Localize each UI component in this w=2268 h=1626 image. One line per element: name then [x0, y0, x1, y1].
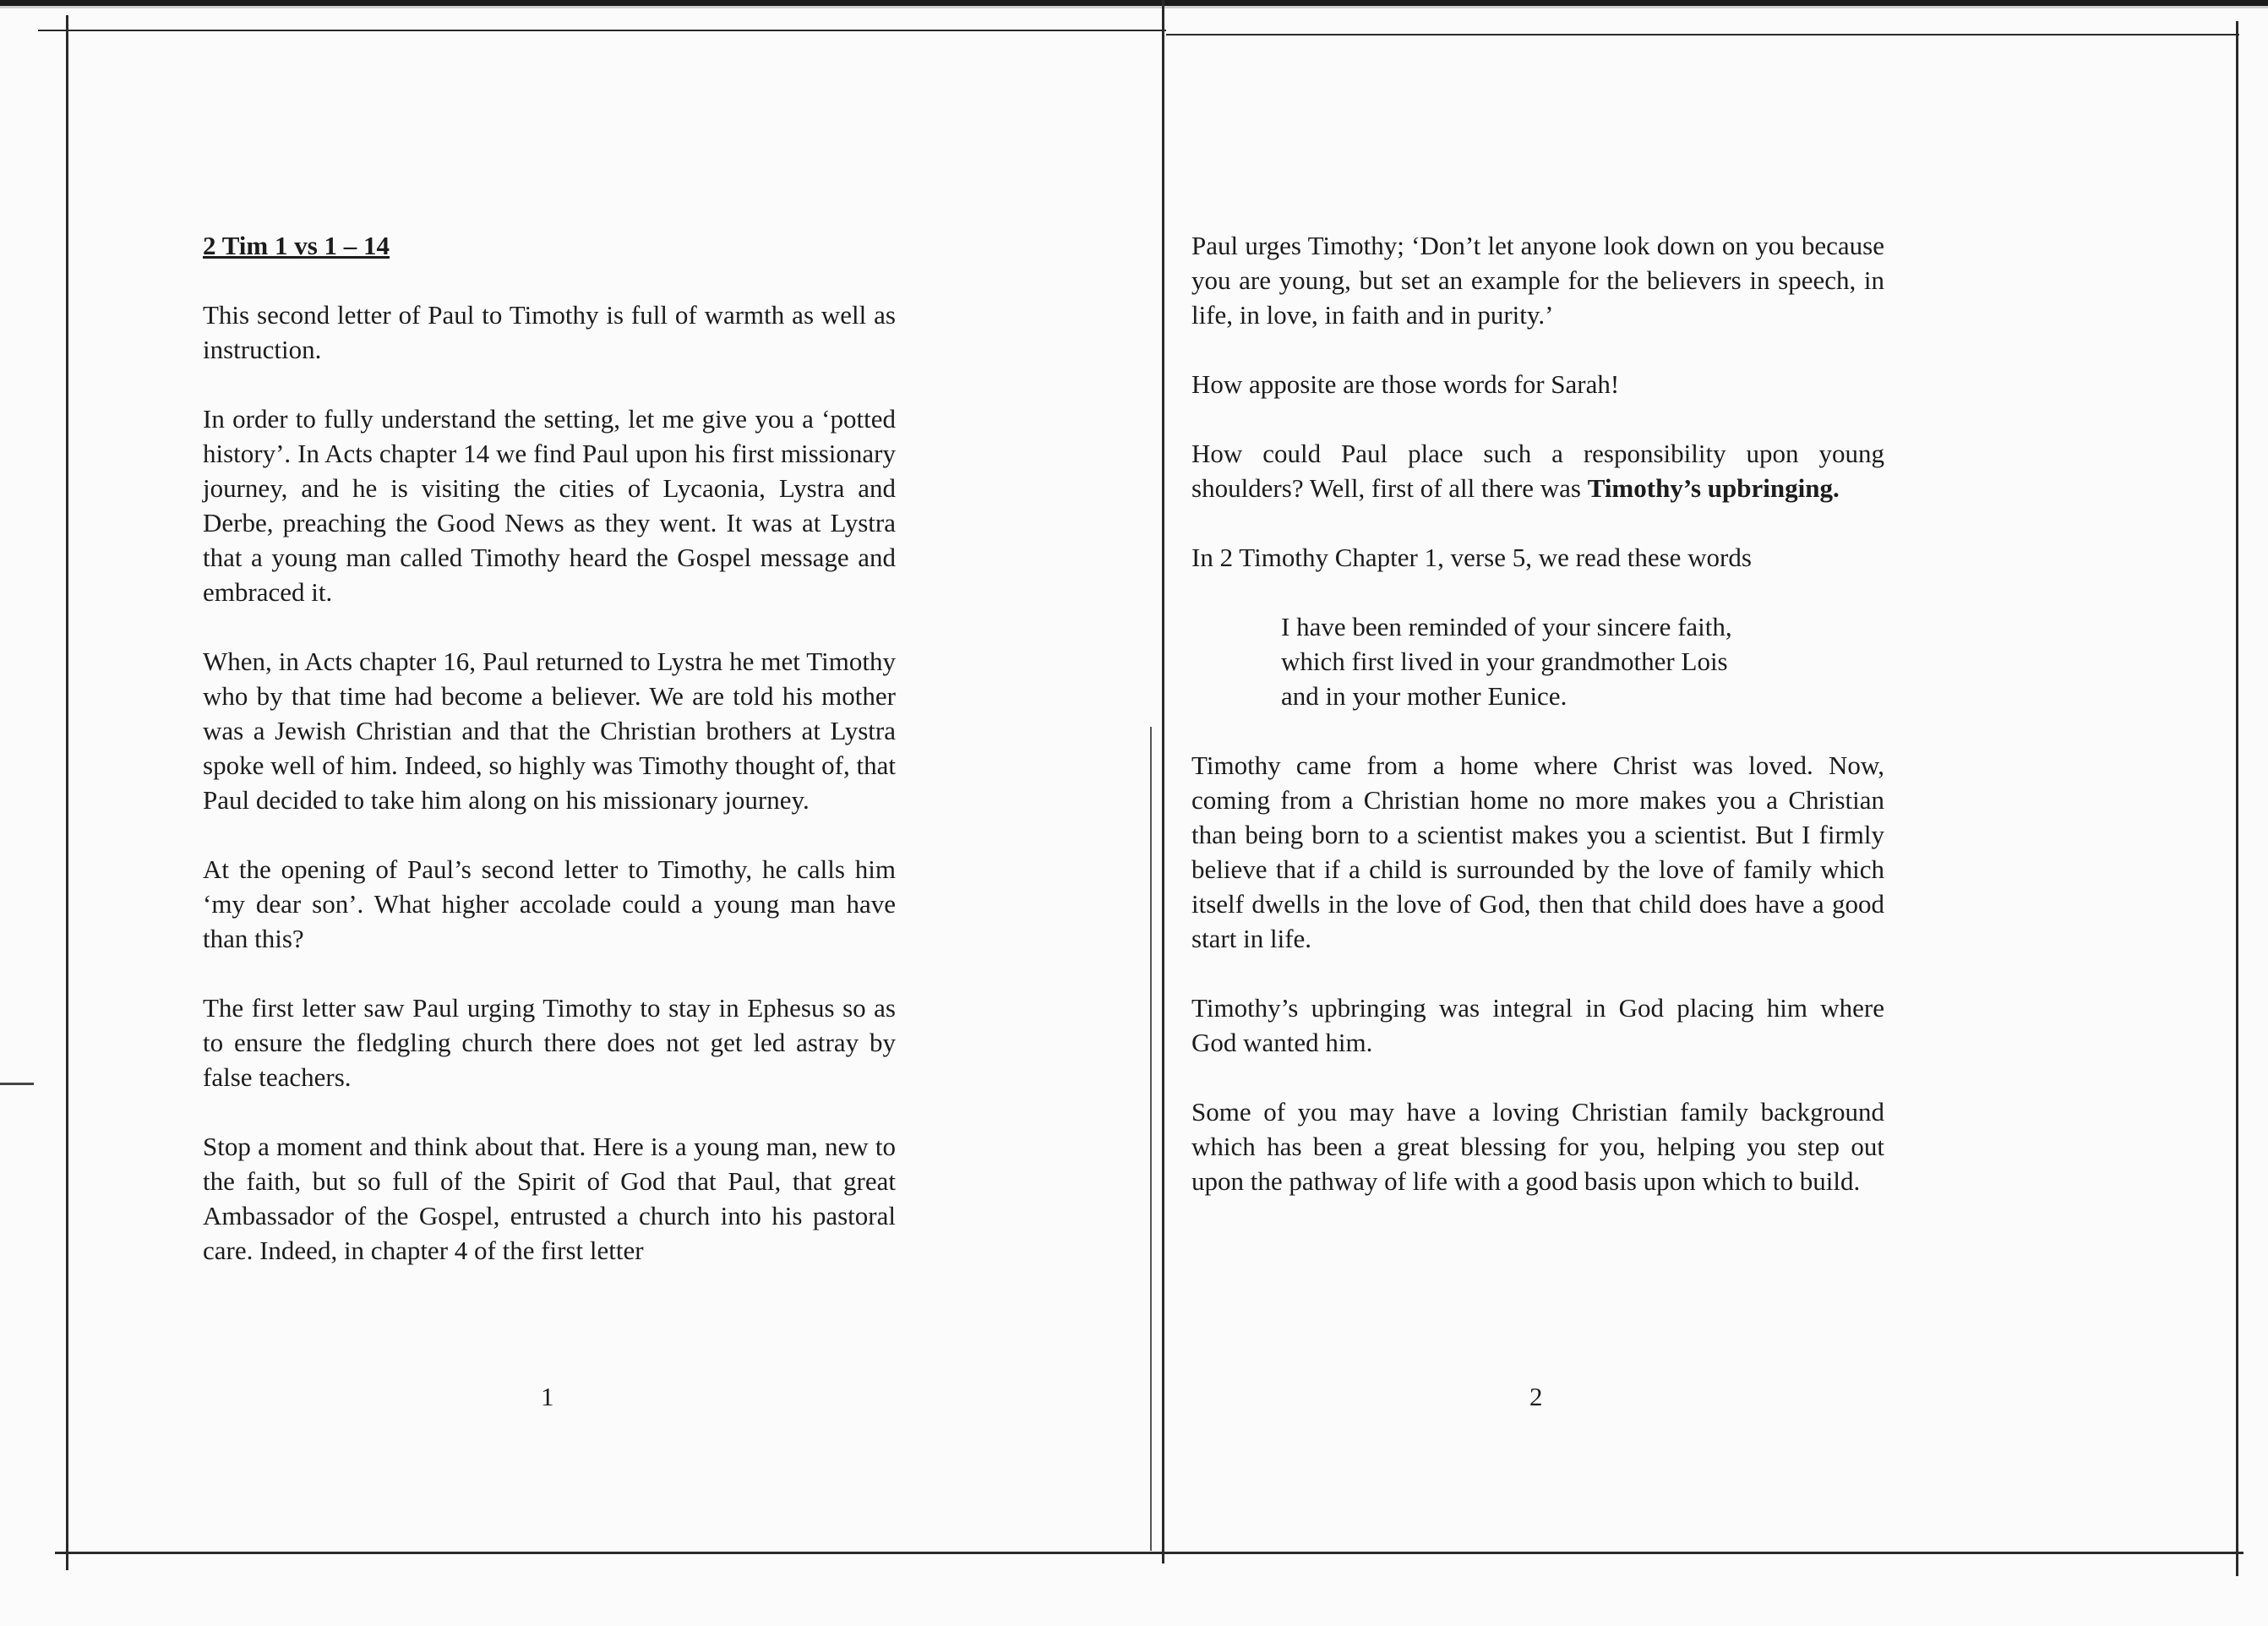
margin-tick: [0, 1083, 34, 1085]
quote-line-1: I have been reminded of your sincere faith,: [1281, 612, 1732, 641]
frame-left: [66, 15, 68, 1570]
left-page-number: 1: [541, 1382, 554, 1411]
left-paragraph-4: At the opening of Paul’s second letter to Timothy, he calls him ‘my dear son’. What higher accolade could a young man have than this?: [203, 854, 896, 953]
frame-center-fold-secondary: [1150, 727, 1152, 1551]
left-paragraph-3: When, in Acts chapter 16, Paul returned to Lystra he met Timothy who by that time had become a believer. We are told his mother was a Jewish Christian and that the Christian brothers at Lystra spoke well of him. Indeed, so highly was Timothy thought of, that Paul decided to take him along on his missionary journey.: [203, 647, 896, 815]
right-paragraph-7: Some of you may have a loving Christian family background which has been a great blessing for you, helping you step out upon the pathway of life with a good basis upon which to build.: [1191, 1097, 1884, 1196]
left-page: [203, 228, 896, 1302]
right-page-number: 2: [1529, 1382, 1543, 1411]
scan-top-edge-shadow: [0, 6, 2268, 8]
frame-top-right: [1166, 34, 2239, 35]
right-paragraph-4: In 2 Timothy Chapter 1, verse 5, we read these words: [1191, 543, 1752, 572]
frame-bottom: [55, 1552, 2243, 1554]
quote-line-3: and in your mother Eunice.: [1281, 681, 1567, 711]
scripture-quote: [1281, 609, 1884, 713]
left-paragraph-2: In order to fully understand the setting, let me give you a ‘potted history’. In Acts chapter 14 we find Paul upon his first missionary journey, and he is visiting the cities of Lycaonia, Lystra and Derbe, preaching the Good News as they went. It was at Lystra that a young man called Timothy heard the Gospel message and embraced it.: [203, 404, 896, 607]
left-page-heading: 2 Tim 1 vs 1 – 14: [203, 231, 390, 260]
left-paragraph-1: This second letter of Paul to Timothy is full of warmth as well as instruction.: [203, 300, 896, 364]
right-paragraph-6: Timothy’s upbringing was integral in God placing him where God wanted him.: [1191, 993, 1884, 1057]
frame-right: [2236, 21, 2238, 1576]
right-paragraph-3-text: How could Paul place such a responsibility upon young shoulders? Well, first of all there was: [1191, 439, 1884, 503]
right-paragraph-3-bold: Timothy’s upbringing.: [1587, 473, 1840, 503]
frame-top-left: [38, 30, 1166, 31]
left-paragraph-6: Stop a moment and think about that. Here is a young man, new to the faith, but so full of the Spirit of God that Paul, that great Ambassador of the Gospel, entrusted a church into his pastoral care. Indeed, in chapter 4 of the first letter: [203, 1132, 896, 1265]
quote-line-2: which first lived in your grandmother Lois: [1281, 647, 1728, 676]
right-paragraph-5: Timothy came from a home where Christ was loved. Now, coming from a Christian home no more makes you a Christian than being born to a scientist makes you a scientist. But I firmly believe that if a child is surrounded by the love of family which itself dwells in the love of God, then that child does have a good start in life.: [1191, 750, 1884, 953]
right-paragraph-1: Paul urges Timothy; ‘Don’t let anyone look down on you because you are young, but set an example for the believers in speech, in life, in love, in faith and in purity.’: [1191, 231, 1884, 330]
scan-top-edge: [0, 0, 2268, 6]
right-paragraph-3: [1191, 436, 1884, 505]
right-page: [1191, 228, 1884, 1233]
frame-center-fold: [1162, 0, 1164, 1563]
left-paragraph-5: The first letter saw Paul urging Timothy to stay in Ephesus so as to ensure the fledgling church there does not get led astray by false teachers.: [203, 993, 896, 1092]
right-paragraph-2: How apposite are those words for Sarah!: [1191, 369, 1620, 399]
